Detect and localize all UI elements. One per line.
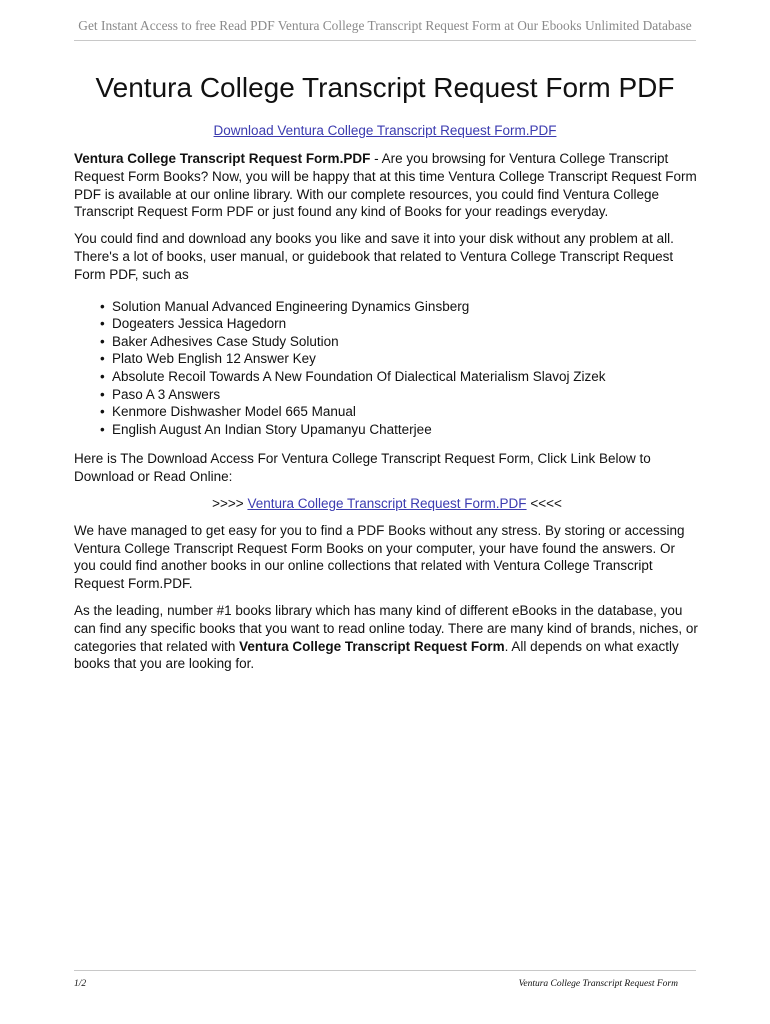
list-item	[100, 421, 700, 439]
bullet-icon: •	[100, 298, 105, 314]
leading-text-after: . All depends on what exactly books that you are looking for.	[74, 638, 679, 672]
page-header	[74, 16, 696, 41]
bullet-icon: •	[100, 333, 105, 349]
list-item	[100, 298, 700, 316]
download-link[interactable]: Download Ventura College Transcript Request Form.PDF	[213, 123, 557, 138]
bullet-icon: •	[100, 421, 105, 437]
list-item-text: Plato Web English 12 Answer Key	[112, 351, 316, 367]
intro-bold-title: Ventura College Transcript Request Form.PDF	[74, 151, 371, 166]
list-item	[100, 368, 700, 386]
list-item-text: Absolute Recoil Towards A New Foundation Of Dialectical Materialism Slavoj Zizek	[112, 368, 606, 384]
intro-text: - Are you browsing for Ventura College Transcript Request Form Books? Now, you will be happy that at this time Ventura College Transcript Request Form PDF is available at our online library. With our complete resources, you could find Ventura College Transcript Request Form PDF or just found any kind of Books for your readings everyday.	[74, 151, 697, 220]
intro-paragraph	[74, 150, 700, 221]
list-item	[100, 315, 700, 333]
read-online-link[interactable]: Ventura College Transcript Request Form.PDF	[247, 495, 527, 511]
document-body	[74, 150, 700, 682]
leading-paragraph	[74, 602, 700, 673]
bullet-icon: •	[100, 368, 105, 384]
list-item-text: Paso A 3 Answers	[112, 386, 221, 402]
list-item	[100, 350, 700, 368]
bullet-icon: •	[100, 316, 105, 332]
download-access-paragraph: Here is The Download Access For Ventura College Transcript Request Form, Click Link Below to Download or Read Online:	[74, 451, 651, 485]
list-item-text: Baker Adhesives Case Study Solution	[112, 333, 339, 349]
leading-text-before: As the leading, number #1 books library which has many kind of different eBooks in the database, you can find any specific books that you want to read online today. There are many kind of brands, niches, or categories that related with	[74, 602, 698, 654]
read-online-line	[74, 495, 700, 513]
list-item-text: Dogeaters Jessica Hagedorn	[112, 316, 287, 332]
read-online-prefix: >>>>	[212, 495, 248, 511]
list-item-text: Kenmore Dishwasher Model 665 Manual	[112, 404, 356, 420]
page-footer	[74, 970, 696, 989]
page-title: Ventura College Transcript Request Form PDF	[95, 72, 675, 103]
managed-paragraph: We have managed to get easy for you to find a PDF Books without any stress. By storing or accessing Ventura College Transcript Request Form Books on your computer, your have found the answers. Or you could find another books in our online collections that related with Ventura College Transcript Request Form.PDF.	[74, 522, 685, 592]
list-item-text: Solution Manual Advanced Engineering Dynamics Ginsberg	[112, 298, 470, 314]
download-line	[0, 121, 770, 141]
books-paragraph: You could find and download any books you like and save it into your disk without any problem at all. There's a lot of books, user manual, or guidebook that related to Ventura College Transcript Request Form PDF, such as	[74, 231, 674, 282]
list-item-text: English August An Indian Story Upamanyu Chatterjee	[112, 421, 432, 437]
list-item	[100, 333, 700, 351]
bullet-icon: •	[100, 404, 105, 420]
leading-bold-title: Ventura College Transcript Request Form	[239, 638, 505, 654]
page-number: 1/2	[74, 979, 87, 989]
list-item	[100, 386, 700, 404]
header-text: Get Instant Access to free Read PDF Ventura College Transcript Request Form at Our Ebooks Unlimited Database	[78, 18, 692, 33]
read-online-suffix: <<<<	[526, 495, 562, 511]
bullet-icon: •	[100, 351, 105, 367]
footer-title: Ventura College Transcript Request Form	[518, 979, 678, 989]
book-list	[74, 298, 700, 439]
bullet-icon: •	[100, 386, 105, 402]
list-item	[100, 403, 700, 421]
